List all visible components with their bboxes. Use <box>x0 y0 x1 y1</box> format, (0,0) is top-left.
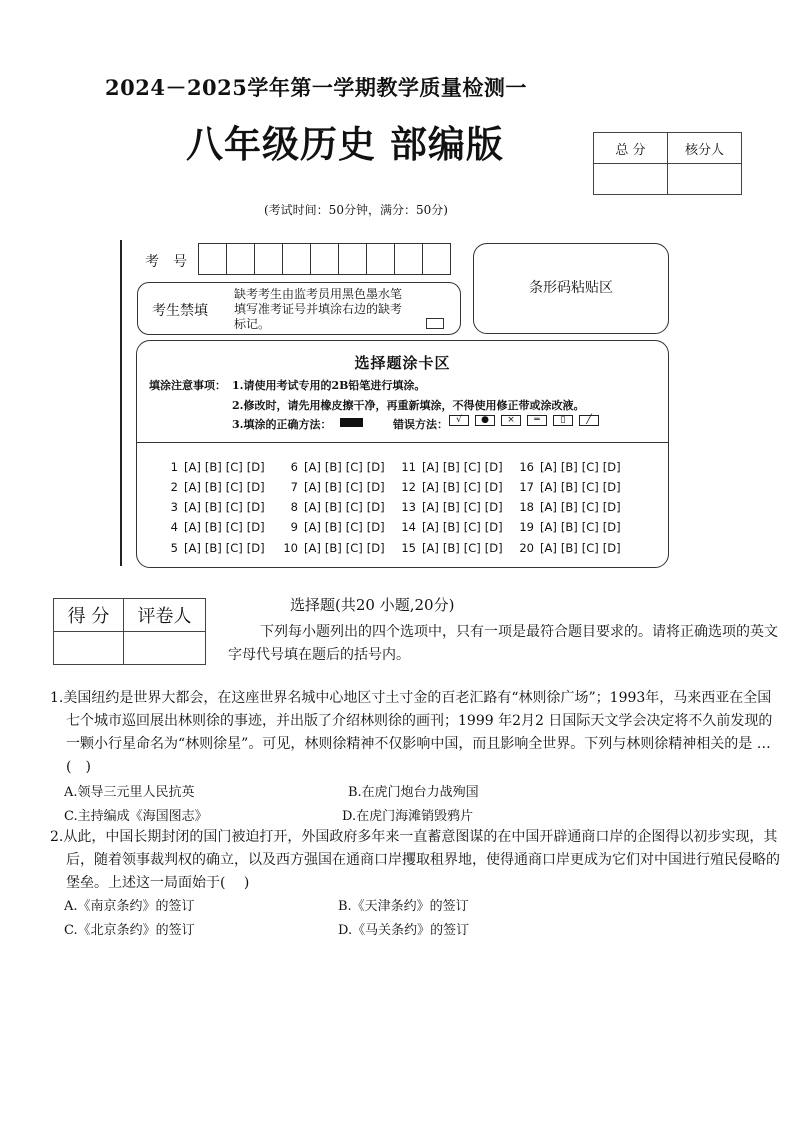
answer-bubble[interactable]: [A] <box>304 480 321 494</box>
answer-row <box>398 520 507 534</box>
answer-bubble[interactable]: [C] <box>345 460 363 474</box>
answer-bubble[interactable]: [D] <box>602 460 621 474</box>
section-title: 选择题(共20 小题,20分) <box>290 596 455 614</box>
exam-number-box[interactable] <box>338 243 367 275</box>
answer-bubble[interactable]: [D] <box>602 541 621 555</box>
answer-bubble[interactable]: [B] <box>324 460 342 474</box>
answer-bubble[interactable]: [C] <box>225 480 243 494</box>
notes-label: 填涂注意事项： <box>149 379 226 392</box>
answer-bubble[interactable]: [A] <box>422 520 439 534</box>
answer-bubble[interactable]: [C] <box>581 460 599 474</box>
answer-bubble[interactable]: [B] <box>204 460 222 474</box>
answer-number: 5 <box>170 541 178 555</box>
question-1-option-a[interactable]: A.领导三元里人民抗英 <box>64 785 195 800</box>
answer-number: 3 <box>170 500 178 514</box>
answer-bubble[interactable]: [D] <box>246 520 265 534</box>
answer-number: 20 <box>519 541 534 555</box>
answer-bubble[interactable]: [C] <box>225 460 243 474</box>
sheet-margin-line <box>120 240 122 566</box>
answer-row <box>398 480 507 494</box>
answer-bubble[interactable]: [B] <box>442 480 460 494</box>
answer-bubble[interactable]: [C] <box>581 500 599 514</box>
question-2-option-a[interactable]: A.《南京条约》的签订 <box>64 899 195 914</box>
answer-bubble[interactable]: [B] <box>560 460 578 474</box>
wrong-mark-box: ▯ <box>553 415 573 426</box>
answer-bubble[interactable]: [A] <box>540 460 557 474</box>
total-score-header: 总 分 <box>594 133 668 164</box>
answer-bubble[interactable]: [B] <box>204 520 222 534</box>
answer-number: 7 <box>290 480 298 494</box>
answer-bubble[interactable]: [C] <box>581 541 599 555</box>
answer-bubble[interactable]: [A] <box>540 500 557 514</box>
answer-bubble[interactable]: [B] <box>324 480 342 494</box>
note-2: 2.修改时，请先用橡皮擦干净，再重新填涂，不得使用修正带或涂改液。 <box>232 399 585 412</box>
answer-number: 8 <box>290 500 298 514</box>
answer-bubble[interactable]: [D] <box>246 541 265 555</box>
exam-title: 2024－2025学年第一学期教学质量检测一 <box>105 75 527 100</box>
score-cell[interactable] <box>54 632 124 665</box>
answer-bubble[interactable]: [B] <box>324 520 342 534</box>
answer-bubble[interactable]: [D] <box>246 500 265 514</box>
answer-bubble[interactable]: [A] <box>422 500 439 514</box>
answer-number: 9 <box>290 520 298 534</box>
exam-number-label: 考号 <box>145 254 201 270</box>
question-1-option-c[interactable]: C.主持编成《海国图志》 <box>64 809 208 824</box>
absent-mark-box[interactable] <box>426 318 444 329</box>
answer-number: 15 <box>401 541 416 555</box>
wrong-mark-lines: ═ <box>527 415 547 426</box>
question-2 <box>50 826 784 895</box>
answer-bubble[interactable]: [A] <box>422 541 439 555</box>
answer-bubble[interactable]: [D] <box>602 480 621 494</box>
answer-bubble[interactable]: [A] <box>304 500 321 514</box>
exam-number-box[interactable] <box>282 243 311 275</box>
answer-bubble[interactable]: [A] <box>304 541 321 555</box>
omr-divider <box>136 442 669 443</box>
answer-bubble[interactable]: [C] <box>581 520 599 534</box>
answer-bubble[interactable]: [B] <box>442 460 460 474</box>
answer-number: 4 <box>170 520 178 534</box>
subject-title: 八年级历史 部编版 <box>186 122 504 166</box>
answer-bubble[interactable]: [A] <box>184 480 201 494</box>
answer-number: 12 <box>401 480 416 494</box>
answer-bubble[interactable]: [B] <box>324 541 342 555</box>
wrong-mark-slash: ╱ <box>579 415 599 426</box>
answer-bubble[interactable]: [B] <box>324 500 342 514</box>
answer-bubble[interactable]: [C] <box>345 541 363 555</box>
answer-bubble[interactable]: [D] <box>602 520 621 534</box>
score-summary-table <box>593 132 742 195</box>
answer-row <box>160 460 269 474</box>
answer-bubble[interactable]: [C] <box>463 500 481 514</box>
answer-row <box>516 541 625 555</box>
answer-bubble[interactable]: [A] <box>184 520 201 534</box>
answer-row <box>280 541 389 555</box>
answer-row <box>516 520 625 534</box>
answer-row <box>160 520 269 534</box>
answer-row <box>160 541 269 555</box>
exam-number-boxes[interactable] <box>198 243 450 275</box>
answer-bubble[interactable]: [B] <box>204 480 222 494</box>
answer-row <box>398 541 507 555</box>
answer-bubble[interactable]: [C] <box>225 500 243 514</box>
correct-mark-example <box>340 418 363 427</box>
absent-text: 缺考考生由监考员用黑色墨水笔填写准考证号并填涂右边的缺考标记。 <box>234 287 403 331</box>
answer-bubble[interactable]: [D] <box>246 480 265 494</box>
answer-number: 10 <box>283 541 298 555</box>
answer-row <box>160 500 269 514</box>
answer-row <box>280 460 389 474</box>
wrong-mark-check: √ <box>449 415 469 426</box>
grader-cell[interactable] <box>124 632 206 665</box>
question-1-option-b[interactable]: B.在虎门炮台力战殉国 <box>348 785 479 800</box>
answer-row <box>280 520 389 534</box>
answer-number: 6 <box>290 460 298 474</box>
question-1-text: 1.美国纽约是世界大都会，在这座世界名城中心地区寸土寸金的百老汇路有“林则徐广场”；1993年，马来西亚在全国七个城市巡回展出林则徐的事迹，并出版了介绍林则徐的画刊；1999 年2月2 日国际天文学会决定将不久前发现的一颗小行星命名为“林则徐星”。可见，林则徐精神不仅影响中国，而且影响全世界。下列与林则徐精神相关的是 … ( ) <box>50 690 773 775</box>
answer-number: 1 <box>170 460 178 474</box>
answer-bubble[interactable]: [A] <box>184 541 201 555</box>
answer-bubble[interactable]: [B] <box>560 520 578 534</box>
exam-number-box[interactable] <box>226 243 255 275</box>
answer-row <box>280 500 389 514</box>
answer-row <box>398 500 507 514</box>
answer-bubble[interactable]: [D] <box>484 460 503 474</box>
answer-bubble[interactable]: [B] <box>204 541 222 555</box>
answer-number: 2 <box>170 480 178 494</box>
wrong-mark-examples <box>449 415 599 426</box>
answer-row <box>398 460 507 474</box>
question-2-option-d[interactable]: D.《马关条约》的签订 <box>338 923 470 938</box>
question-2-text: 2.从此，中国长期封闭的国门被迫打开，外国政府多年来一直蓄意图谋的在中国开辟通商口岸的企图得以初步实现，其后，随着领事裁判权的确立，以及西方强国在通商口岸攫取租界地，使得通商口岸更成为它们对中国进行殖民侵略的堡垒。上述这一局面始于( ) <box>50 829 780 891</box>
exam-info: (考试时间：50分钟，满分：50分) <box>264 203 448 217</box>
answer-row <box>280 480 389 494</box>
answer-bubble[interactable]: [D] <box>366 520 385 534</box>
answer-bubble[interactable]: [A] <box>540 541 557 555</box>
exam-number-box[interactable] <box>198 243 227 275</box>
total-score-cell[interactable] <box>594 164 668 195</box>
question-2-option-b[interactable]: B.《天津条约》的签订 <box>338 899 469 914</box>
answer-bubble[interactable]: [B] <box>560 541 578 555</box>
answer-bubble[interactable]: [D] <box>366 541 385 555</box>
exam-number-box[interactable] <box>394 243 423 275</box>
answer-bubble[interactable]: [C] <box>463 541 481 555</box>
answer-number: 19 <box>519 520 534 534</box>
omr-title: 选择题涂卡区 <box>354 354 451 372</box>
answer-bubble[interactable]: [C] <box>463 520 481 534</box>
answer-bubble[interactable]: [B] <box>560 480 578 494</box>
absent-label: 考生禁填 <box>152 303 208 319</box>
answer-bubble[interactable]: [C] <box>581 480 599 494</box>
barcode-area: 条形码粘贴区 <box>473 243 669 334</box>
answer-bubble[interactable]: [D] <box>602 500 621 514</box>
score-header: 得 分 <box>54 599 124 632</box>
answer-bubble[interactable]: [D] <box>366 480 385 494</box>
answer-bubble[interactable]: [A] <box>422 480 439 494</box>
checker-header: 核分人 <box>668 133 742 164</box>
exam-number-box[interactable] <box>310 243 339 275</box>
grader-header: 评卷人 <box>124 599 206 632</box>
section-instruction: 下列每小题列出的四个选项中，只有一项是最符合题目要求的。请将正确选项的英文字母代号填在题后的括号内。 <box>228 624 778 663</box>
answer-number: 17 <box>519 480 534 494</box>
exam-number-box[interactable] <box>254 243 283 275</box>
answer-bubble[interactable]: [C] <box>463 480 481 494</box>
answer-bubble[interactable]: [B] <box>442 541 460 555</box>
answer-bubble[interactable]: [A] <box>422 460 439 474</box>
answer-bubble[interactable]: [A] <box>540 480 557 494</box>
section-score-table <box>53 598 206 665</box>
note-1: 1.请使用考试专用的2B铅笔进行填涂。 <box>232 379 426 392</box>
answer-number: 18 <box>519 500 534 514</box>
answer-bubble[interactable]: [A] <box>304 460 321 474</box>
answer-bubble[interactable]: [D] <box>246 460 265 474</box>
answer-bubble[interactable]: [B] <box>560 500 578 514</box>
answer-bubble[interactable]: [A] <box>184 500 201 514</box>
question-1-option-d[interactable]: D.在虎门海滩销毁鸦片 <box>342 809 474 824</box>
answer-bubble[interactable]: [A] <box>304 520 321 534</box>
answer-bubble[interactable]: [D] <box>484 520 503 534</box>
answer-bubble[interactable]: [D] <box>484 541 503 555</box>
answer-bubble[interactable]: [C] <box>345 520 363 534</box>
answer-number: 13 <box>401 500 416 514</box>
answer-row <box>516 500 625 514</box>
answer-number: 16 <box>519 460 534 474</box>
answer-bubble[interactable]: [C] <box>225 520 243 534</box>
answer-bubble[interactable]: [B] <box>442 500 460 514</box>
exam-number-box[interactable] <box>422 243 451 275</box>
wrong-mark-dot: ● <box>475 415 495 426</box>
answer-bubble[interactable]: [B] <box>204 500 222 514</box>
answer-bubble[interactable]: [C] <box>463 460 481 474</box>
answer-bubble[interactable]: [A] <box>540 520 557 534</box>
answer-bubble[interactable]: [D] <box>484 480 503 494</box>
wrong-method-label: 错误方法： <box>393 418 448 431</box>
answer-bubble[interactable]: [A] <box>184 460 201 474</box>
note-3: 3.填涂的正确方法： <box>232 418 332 431</box>
question-1 <box>50 687 784 779</box>
answer-row <box>516 460 625 474</box>
exam-number-box[interactable] <box>366 243 395 275</box>
answer-number: 14 <box>401 520 416 534</box>
wrong-mark-cross: × <box>501 415 521 426</box>
checker-cell[interactable] <box>668 164 742 195</box>
answer-row <box>516 480 625 494</box>
answer-row <box>160 480 269 494</box>
answer-number: 11 <box>401 460 416 474</box>
answer-bubble[interactable]: [D] <box>366 500 385 514</box>
answer-bubble[interactable]: [D] <box>366 460 385 474</box>
answer-bubble[interactable]: [D] <box>484 500 503 514</box>
answer-bubble[interactable]: [C] <box>345 500 363 514</box>
answer-bubble[interactable]: [B] <box>442 520 460 534</box>
question-2-option-c[interactable]: C.《北京条约》的签订 <box>64 923 195 938</box>
answer-bubble[interactable]: [C] <box>345 480 363 494</box>
answer-bubble[interactable]: [C] <box>225 541 243 555</box>
